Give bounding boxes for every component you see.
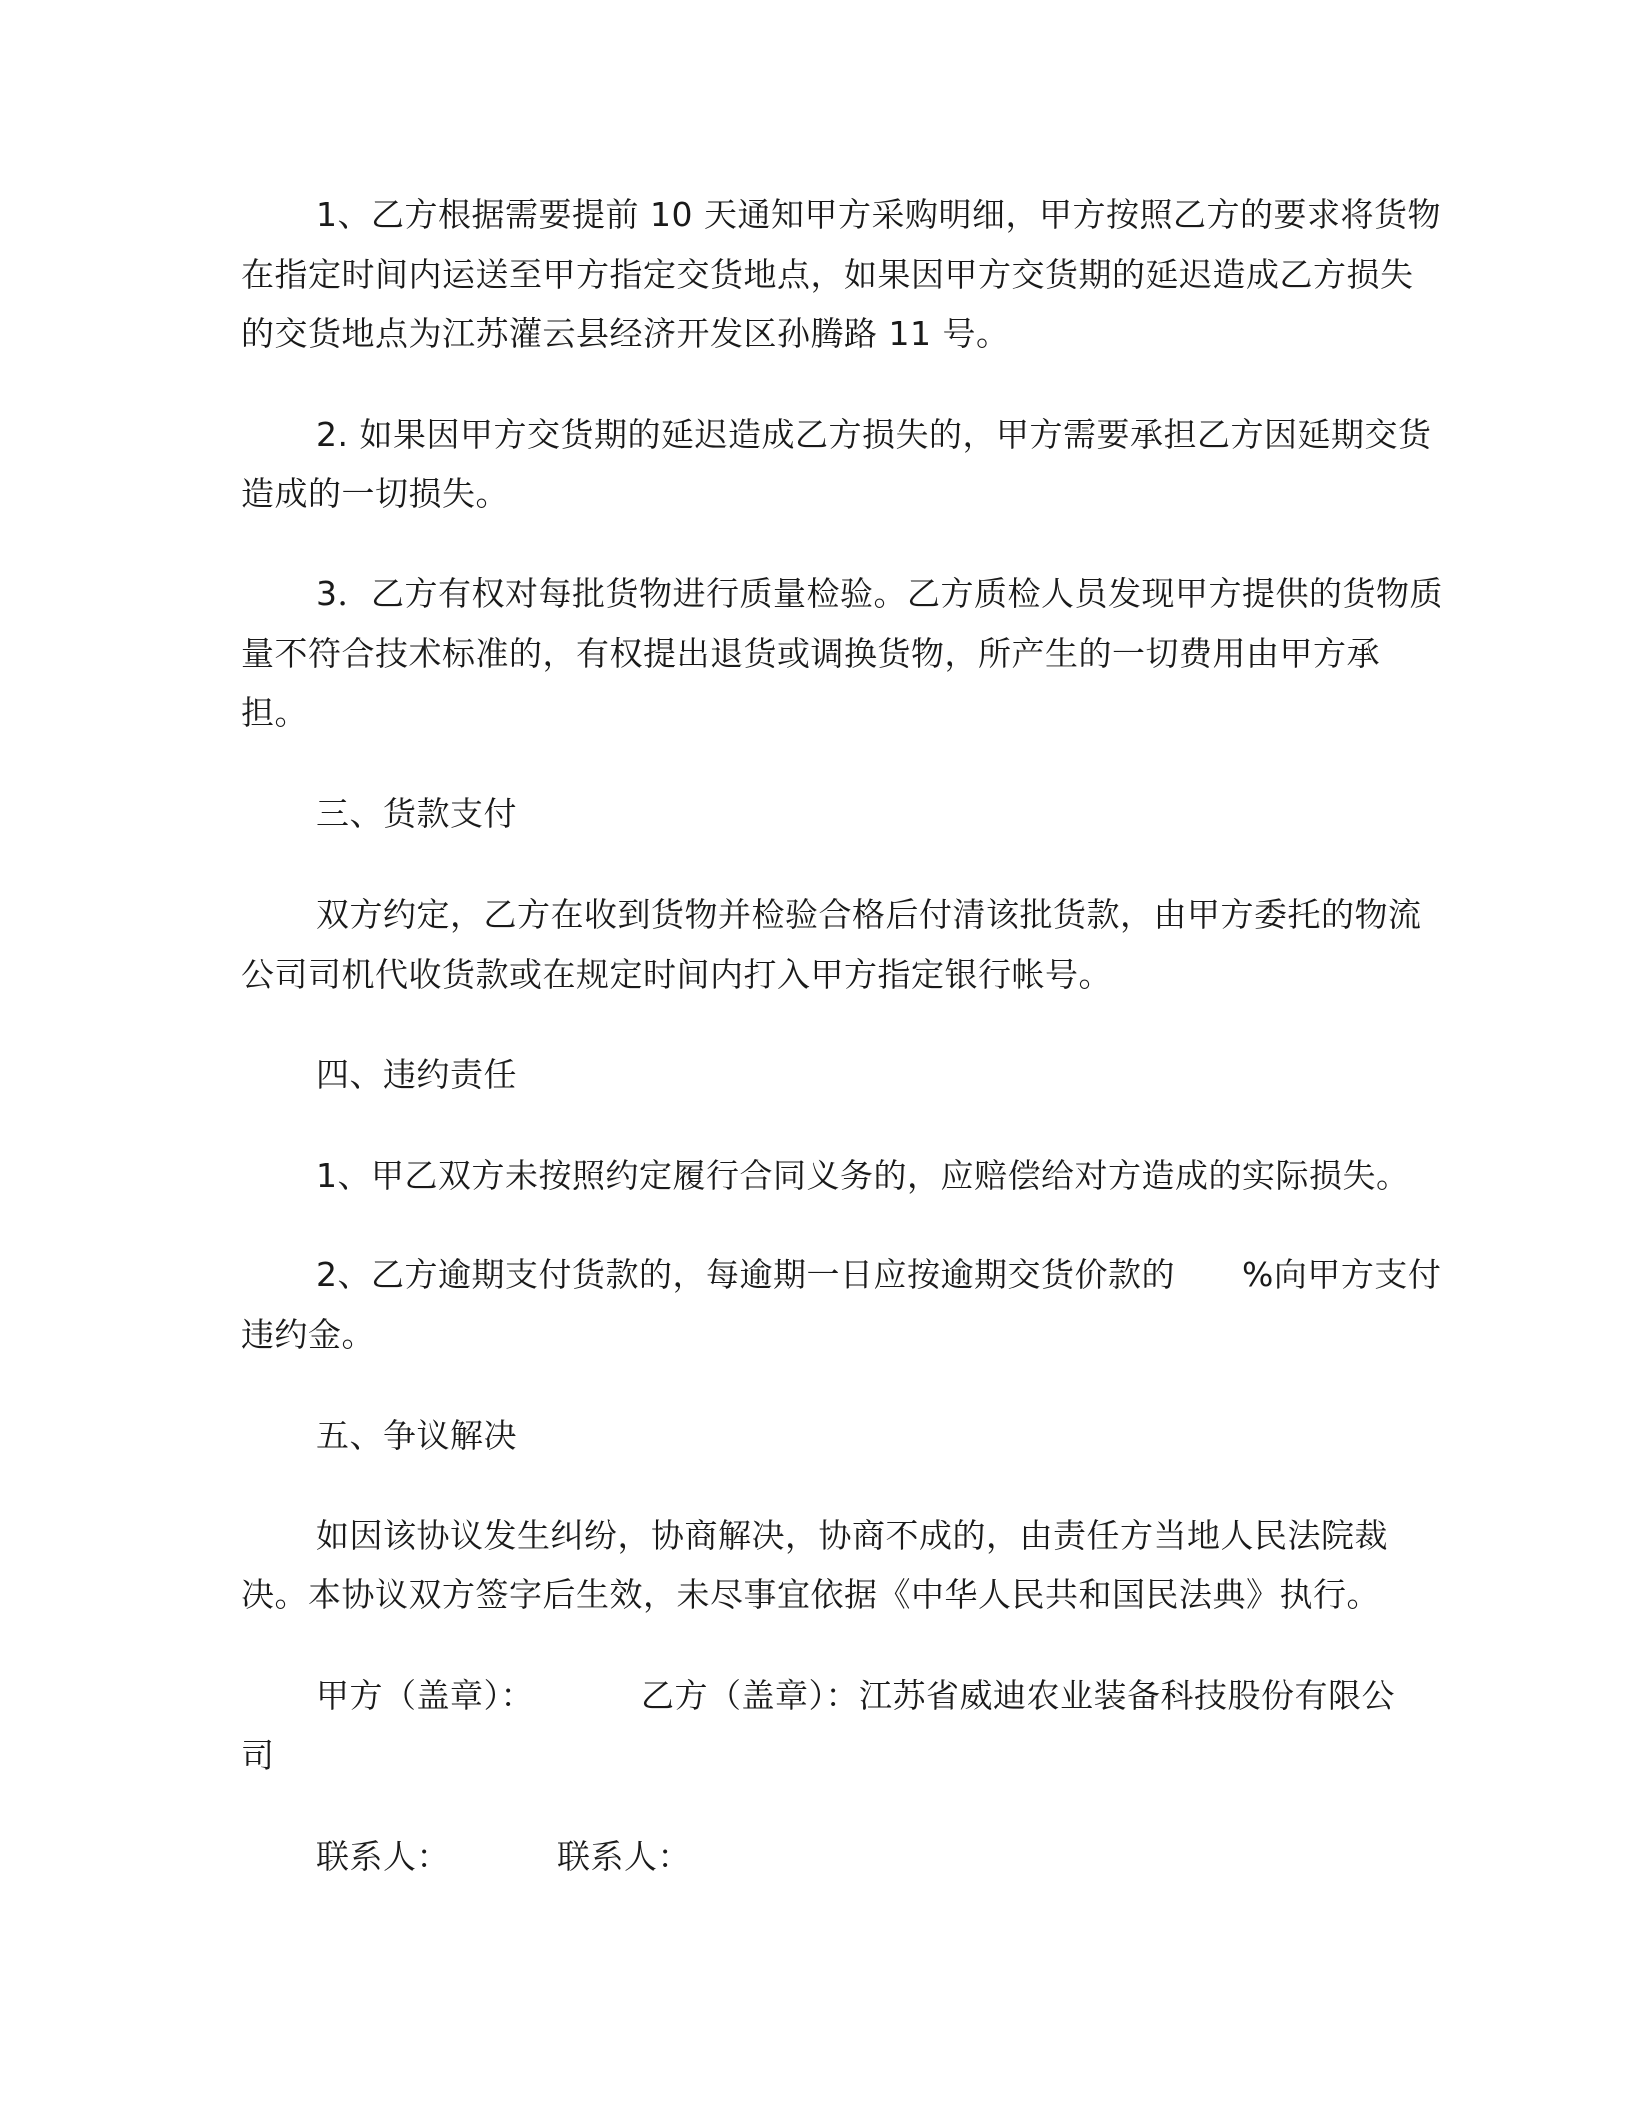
party-b-company-name: 江苏省威迪农业装备科技股份有限公: [859, 1676, 1395, 1715]
clause-1-line-1: 1、乙方根据需要提前 10 天通知甲方采购明细，甲方按照乙方的要求将货物: [316, 195, 1441, 234]
party-b-label-text: 乙方（盖章）：: [641, 1676, 859, 1715]
party-a-contact-label: 联系人：: [316, 1837, 450, 1876]
clause-1-line-3: 的交货地点为江苏灌云县经济开发区孙腾路 11 号。: [241, 314, 1010, 353]
party-b-seal-label: [641, 1676, 1395, 1716]
section-3-line-2: 公司司机代收货款或在规定时间内打入甲方指定银行帐号。: [241, 955, 1112, 994]
clause-1-line-2: 在指定时间内运送至甲方指定交货地点，如果因甲方交货期的延迟造成乙方损失: [241, 255, 1414, 294]
section-5-line-1: 如因该协议发生纠纷，协商解决，协商不成的，由责任方当地人民法院裁: [316, 1516, 1388, 1555]
clause-3-line-2: 量不符合技术标准的，有权提出退货或调换货物，所产生的一切费用由甲方承: [241, 634, 1380, 673]
party-a-seal-label: 甲方（盖章）：: [316, 1676, 534, 1715]
party-b-company-name-continued: 司: [241, 1736, 275, 1775]
clause-3-line-3: 担。: [241, 693, 308, 732]
section-3-heading: 三、货款支付: [316, 794, 517, 833]
clause-2-line-2: 造成的一切损失。: [241, 474, 509, 513]
section-4-item-2-line-2: 违约金。: [241, 1315, 375, 1354]
section-5-line-2: 决。本协议双方签字后生效，未尽事宜依据《中华人民共和国民法典》执行。: [241, 1575, 1380, 1614]
section-4-item-2-line-1: 2、乙方逾期支付货款的，每逾期一日应按逾期交货价款的 %向甲方支付: [316, 1255, 1442, 1294]
section-4-item-1: 1、甲乙双方未按照约定履行合同义务的，应赔偿给对方造成的实际损失。: [316, 1156, 1410, 1195]
section-5-heading: 五、争议解决: [316, 1416, 517, 1455]
clause-3-line-1: 3．乙方有权对每批货物进行质量检验。乙方质检人员发现甲方提供的货物质: [316, 574, 1443, 613]
party-b-contact-label: 联系人：: [557, 1837, 691, 1876]
section-4-heading: 四、违约责任: [316, 1055, 517, 1094]
clause-2-line-1: 2. 如果因甲方交货期的延迟造成乙方损失的，甲方需要承担乙方因延期交货: [316, 415, 1432, 454]
section-3-line-1: 双方约定，乙方在收到货物并检验合格后付清该批货款，由甲方委托的物流: [316, 895, 1422, 934]
